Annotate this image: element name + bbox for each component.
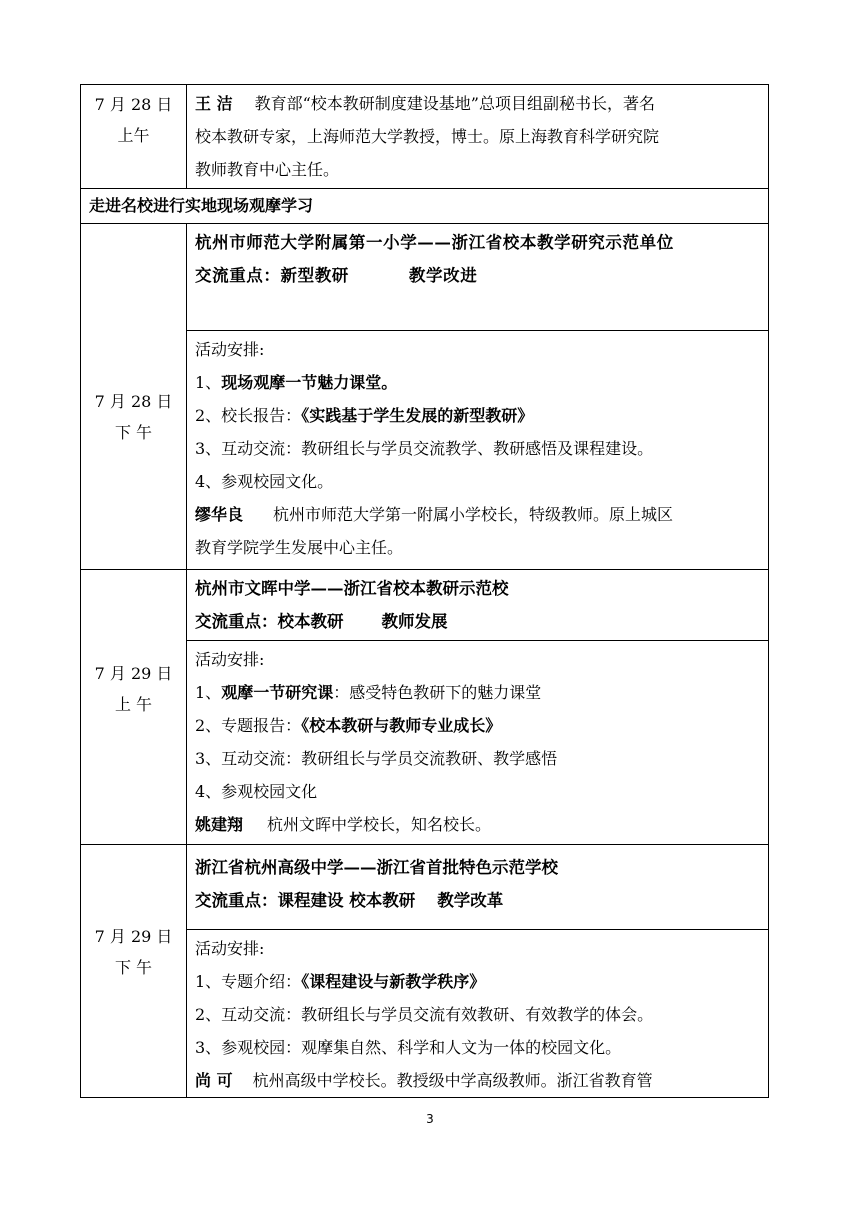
schedule-row bbox=[81, 85, 769, 189]
person-desc-line: 教育学院学生发展中心主任。 bbox=[195, 538, 404, 557]
school-name: 杭州市师范大学附属第一小学——浙江省校本教学研究示范单位 bbox=[195, 233, 674, 252]
date-text: 7 月 28 日 bbox=[94, 391, 173, 411]
speaker-name: 王 洁 bbox=[195, 94, 233, 113]
item-text: 现场观摩一节魅力课堂。 bbox=[221, 373, 398, 392]
school-name: 杭州市文晖中学——浙江省校本教研示范校 bbox=[195, 579, 509, 598]
schedule-row bbox=[81, 845, 769, 930]
date-cell bbox=[81, 85, 187, 189]
speaker-desc: 教育部“校本教研制度建设基地”总项目组副秘书长，著名 bbox=[254, 94, 655, 113]
item-text: 3、互动交流：教研组长与学员交流教研、教学感悟 bbox=[195, 749, 558, 768]
item-num: 2、专题报告： bbox=[195, 716, 302, 735]
time-text: 上午 bbox=[117, 126, 150, 145]
date-text: 7 月 29 日 bbox=[94, 927, 173, 946]
activity-title: 活动安排: bbox=[195, 340, 265, 359]
person-desc: 杭州文晖中学校长，知名校长。 bbox=[267, 815, 492, 834]
school-name: 浙江省杭州高级中学——浙江省首批特色示范学校 bbox=[195, 858, 558, 877]
schedule-row bbox=[81, 224, 769, 331]
person-name: 姚建翔 bbox=[195, 815, 244, 834]
person-name: 尚 可 bbox=[195, 1071, 233, 1090]
page-number: 3 bbox=[426, 1112, 434, 1126]
focus-rest: 教学改进 bbox=[408, 266, 478, 285]
schedule-table-wrapper bbox=[80, 84, 769, 1098]
item-num: 1、专题介绍： bbox=[195, 972, 302, 991]
school-cell bbox=[187, 570, 769, 641]
focus-label: 交流重点：新型教研 bbox=[195, 266, 349, 285]
activity-cell bbox=[187, 930, 769, 1098]
focus-label: 交流重点：校本教研 bbox=[195, 612, 344, 631]
school-cell bbox=[187, 845, 769, 930]
focus-rest: 教师发展 bbox=[381, 612, 448, 631]
person-desc: 杭州高级中学校长。教授级中学高级教师。浙江省教育管 bbox=[252, 1071, 653, 1090]
person-desc: 杭州市师范大学第一附属小学校长，特级教师。原上城区 bbox=[273, 505, 674, 524]
date-cell bbox=[81, 224, 187, 570]
item-bold: 观摩一节研究课 bbox=[221, 683, 334, 702]
schedule-row bbox=[81, 570, 769, 641]
item-num: 1、 bbox=[195, 683, 222, 702]
schedule-table bbox=[80, 84, 769, 1098]
person-name: 缪华良 bbox=[195, 505, 244, 524]
item-text: 3、互动交流：教研组长与学员交流教学、教研感悟及课程建设。 bbox=[195, 439, 654, 458]
item-text: 3、参观校园：观摩集自然、科学和人文为一体的校园文化。 bbox=[195, 1038, 622, 1057]
date-text: 7 月 29 日 bbox=[94, 664, 173, 683]
item-text: ：感受特色教研下的魅力课堂 bbox=[333, 683, 542, 702]
item-text: 2、互动交流：教研组长与学员交流有效教研、有效教学的体会。 bbox=[195, 1005, 654, 1024]
section-title: 走进名校进行实地现场观摩学习 bbox=[81, 189, 769, 224]
activity-title: 活动安排: bbox=[195, 650, 265, 669]
time-text: 上 午 bbox=[114, 695, 153, 714]
time-text: 下 午 bbox=[114, 422, 153, 442]
item-text: 《校本教研与教师专业成长》 bbox=[301, 716, 502, 735]
item-text: 4、参观校园文化 bbox=[195, 782, 318, 801]
item-num: 1、 bbox=[195, 373, 222, 392]
activity-cell bbox=[187, 641, 769, 845]
activity-title: 活动安排: bbox=[195, 939, 265, 958]
date-cell bbox=[81, 570, 187, 845]
speaker-desc-line: 校本教研专家，上海师范大学教授，博士。原上海教育科学研究院 bbox=[195, 127, 660, 146]
time-text: 下 午 bbox=[114, 958, 153, 977]
speaker-desc-line: 教师教育中心主任。 bbox=[195, 160, 340, 179]
activity-cell bbox=[187, 331, 769, 570]
section-row bbox=[81, 189, 769, 224]
date-cell bbox=[81, 845, 187, 1098]
date-text: 7 月 28 日 bbox=[94, 95, 173, 114]
focus-label: 交流重点：课程建设 校本教研 bbox=[195, 891, 416, 910]
item-text: 4、参观校园文化。 bbox=[195, 472, 334, 491]
content-cell bbox=[187, 85, 769, 189]
item-text: 《课程建设与新教学秩序》 bbox=[301, 972, 486, 991]
item-text: 《实践基于学生发展的新型教研》 bbox=[301, 406, 534, 425]
item-num: 2、校长报告： bbox=[195, 406, 302, 425]
school-cell bbox=[187, 224, 769, 331]
focus-rest: 教学改革 bbox=[437, 891, 504, 910]
